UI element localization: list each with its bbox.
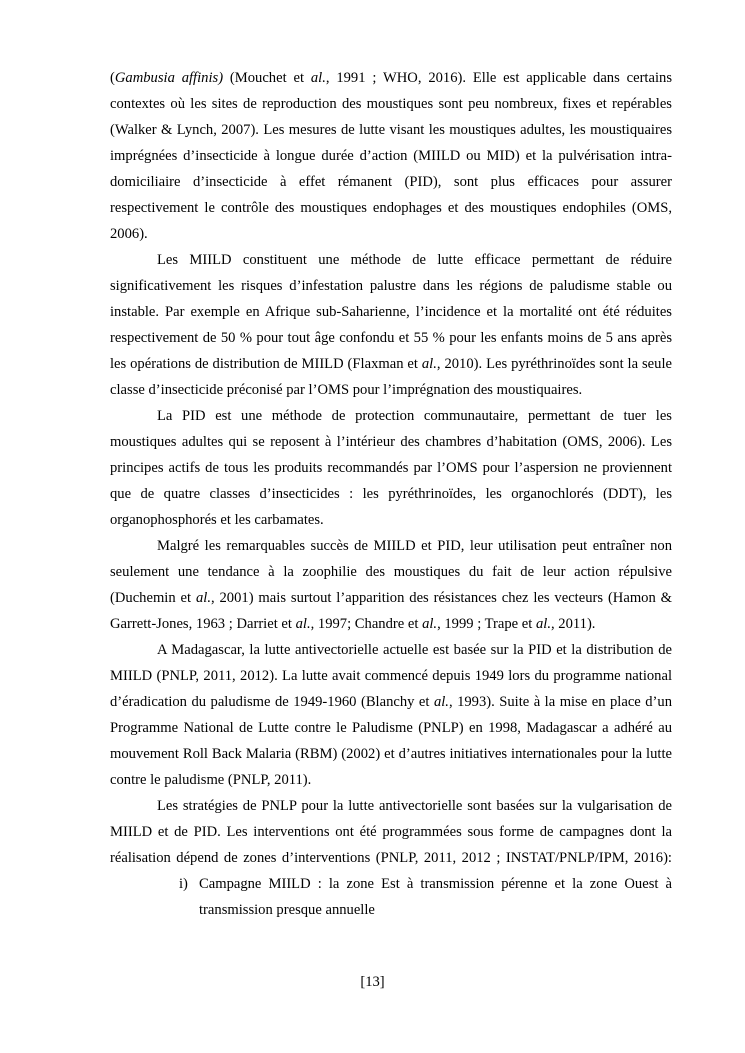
text-line xyxy=(110,429,672,455)
text-line xyxy=(110,403,672,429)
text-span: (Mouchet et xyxy=(223,70,311,86)
paragraph-2 xyxy=(110,247,672,403)
text-span: les opérations de distribution de MIILD (Flaxman et xyxy=(110,356,422,372)
list-marker: i) xyxy=(179,876,188,892)
paragraph-4 xyxy=(110,533,672,637)
text-line xyxy=(110,507,672,533)
text-span: , 2011). xyxy=(551,616,596,632)
paragraph-1 xyxy=(110,65,672,247)
text-line xyxy=(110,377,672,403)
list-item-line-1 xyxy=(110,871,672,897)
text-line xyxy=(110,325,672,351)
text-line xyxy=(110,455,672,481)
text-line xyxy=(110,195,672,221)
list-item xyxy=(110,871,672,923)
italic-text: al. xyxy=(422,616,438,632)
text-span: , 1997; Chandre et xyxy=(310,616,423,632)
text-span: classe d’insecticide préconisé par l’OMS pour l’imprégnation des moustiquaires. xyxy=(110,382,583,398)
text-span: MIILD (PNLP, 2011, 2012). La lutte avait commencé depuis 1949 lors du programme national xyxy=(110,668,672,684)
italic-text: al. xyxy=(195,590,211,606)
text-span: 2006). xyxy=(110,226,148,242)
text-line xyxy=(110,65,672,91)
text-line xyxy=(110,299,672,325)
text-span: Malgré les remarquables succès de MIILD et PID, leur utilisation peut entraîner non xyxy=(157,538,672,554)
text-span: organophosphorés et les carbamates. xyxy=(110,512,324,528)
text-span: (Duchemin et xyxy=(110,590,196,606)
body-text xyxy=(110,65,672,923)
text-line xyxy=(110,845,672,871)
text-span: moustiques adultes qui se reposent à l’intérieur des chambres d’habitation (OMS, 2006). Les xyxy=(110,434,672,450)
text-line xyxy=(110,117,672,143)
text-span: principes actifs de tous les produits recommandés par l’OMS pour l’aspersion ne proviennent xyxy=(110,460,672,476)
text-line xyxy=(110,351,672,377)
text-span: Les MIILD constituent une méthode de lutte efficace permettant de réduire xyxy=(157,252,672,268)
text-span: , 1991 ; WHO, 2016). Elle est applicable dans certains xyxy=(325,70,672,86)
text-span: A Madagascar, la lutte antivectorielle actuelle est basée sur la PID et la distribution de xyxy=(157,642,672,658)
text-line xyxy=(110,481,672,507)
text-line xyxy=(110,585,672,611)
text-span: respectivement le contrôle des moustiques endophages et des moustiques endophiles (OMS, xyxy=(110,200,672,216)
text-span: contextes où les sites de reproduction des moustiques sont peu nombreux, fixes et repérables xyxy=(110,96,672,112)
text-span: instable. Par exemple en Afrique sub-Saharienne, l’incidence et la mortalité ont été réduites xyxy=(110,304,672,320)
text-line xyxy=(110,143,672,169)
text-span: Les stratégies de PNLP pour la lutte antivectorielle sont basées sur la vulgarisation de xyxy=(157,798,672,814)
text-span: Garrett-Jones, 1963 ; Darriet et xyxy=(110,616,296,632)
list-item-line-2: transmission presque annuelle xyxy=(199,902,375,918)
italic-text: al. xyxy=(433,694,449,710)
text-span: seulement une tendance à la zoophilie des moustiques du fait de leur action répulsive xyxy=(110,564,672,580)
text-span: d’éradication du paludisme de 1949-1960 (Blanchy et xyxy=(110,694,434,710)
text-line xyxy=(110,689,672,715)
text-line xyxy=(110,767,672,793)
text-line xyxy=(110,273,672,299)
text-line xyxy=(110,741,672,767)
text-span: , 2010). Les pyréthrinoïdes sont la seule xyxy=(436,356,672,372)
text-span: réalisation dépend de zones d’interventions (PNLP, 2011, 2012 ; INSTAT/PNLP/IPM, 2016): xyxy=(110,850,672,866)
page-number: [13] xyxy=(360,974,385,990)
text-line xyxy=(110,533,672,559)
text-span: imprégnées d’insecticide à longue durée d’action (MIILD ou MID) et la pulvérisation intra- xyxy=(110,148,672,164)
text-span: , 2001) mais surtout l’apparition des résistances chez les vecteurs (Hamon & xyxy=(210,590,672,606)
text-line xyxy=(110,793,672,819)
text-span: (Walker & Lynch, 2007). Les mesures de lutte visant les moustiques adultes, les moustiquaires xyxy=(110,122,672,138)
text-span: , 1999 ; Trape et xyxy=(437,616,536,632)
text-line xyxy=(110,715,672,741)
list-item-text: Campagne MIILD : la zone Est à transmission pérenne et la zone Ouest à xyxy=(199,876,672,892)
text-line xyxy=(110,221,672,247)
paragraph-6 xyxy=(110,793,672,871)
text-line xyxy=(110,247,672,273)
text-span: La PID est une méthode de protection communautaire, permettant de tuer les xyxy=(157,408,672,424)
text-span: MIILD et de PID. Les interventions ont été programmées sous forme de campagnes dont la xyxy=(110,824,672,840)
italic-text: al. xyxy=(421,356,437,372)
text-line xyxy=(110,663,672,689)
text-span: significativement les risques d’infestation palustre dans les régions de paludisme stable ou xyxy=(110,278,672,294)
text-line xyxy=(110,611,672,637)
paragraph-5 xyxy=(110,637,672,793)
italic-text: al. xyxy=(295,616,311,632)
text-span: contre le paludisme (PNLP, 2011). xyxy=(110,772,312,788)
text-line xyxy=(110,559,672,585)
text-line xyxy=(110,819,672,845)
text-span: ( xyxy=(110,70,115,86)
text-span: que de quatre classes d’insecticides : les pyréthrinoïdes, les organochlorés (DDT), les xyxy=(110,486,672,502)
italic-text: Gambusia affinis) xyxy=(114,70,224,86)
text-span: , 1993). Suite à la mise en place d’un xyxy=(448,694,672,710)
text-line xyxy=(110,91,672,117)
text-line xyxy=(110,637,672,663)
text-span: Programme National de Lutte contre le Paludisme (PNLP) en 1998, Madagascar a adhéré au xyxy=(110,720,672,736)
text-line xyxy=(110,169,672,195)
italic-text: al. xyxy=(536,616,551,632)
text-span: mouvement Roll Back Malaria (RBM) (2002) et d’autres initiatives internationales pour la lutte xyxy=(110,746,672,762)
paragraph-3 xyxy=(110,403,672,533)
text-span: respectivement de 50 % pour tout âge confondu et 55 % pour les enfants moins de 5 ans après xyxy=(110,330,672,346)
text-span: domiciliaire d’insecticide à effet rémanent (PID), sont plus efficaces pour assurer xyxy=(110,174,672,190)
italic-text: al. xyxy=(310,70,326,86)
